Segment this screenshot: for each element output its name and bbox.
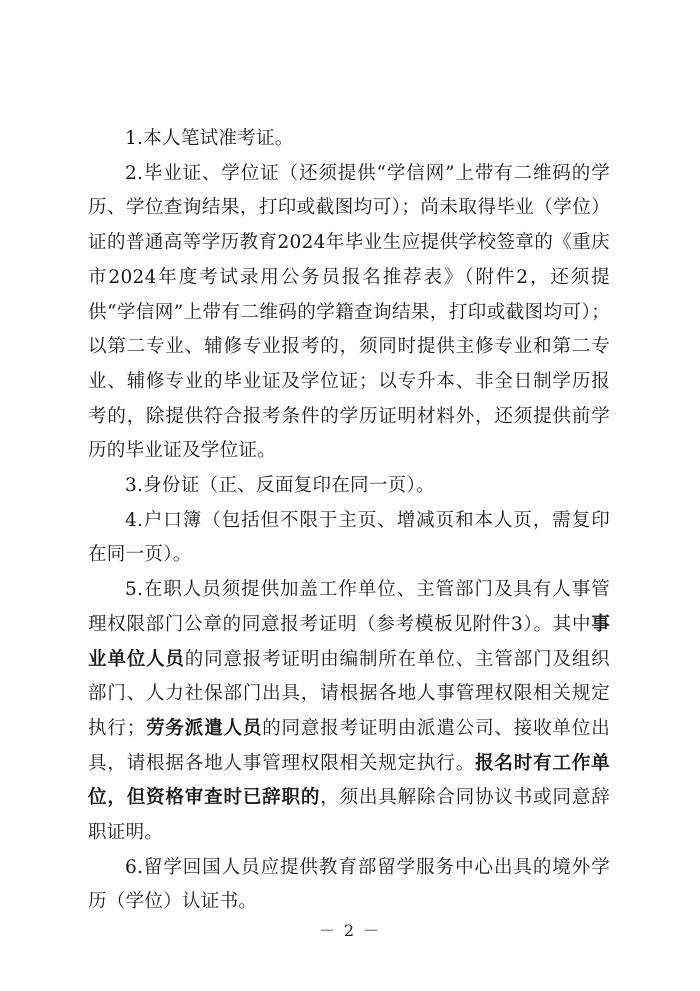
item-6-overseas-returnees: 6.留学回国人员应提供教育部留学服务中心出具的境外学历（学位）认证书。 xyxy=(88,856,610,913)
page-number: － 2 － xyxy=(318,921,382,940)
document-body xyxy=(88,122,610,920)
item-5-text-part-2: 的同意报考证明由编制所在单位、主管部门及组织部门、人力社保部门出具，请根据各地人事管理权限相关规定执行； xyxy=(88,648,610,739)
item-4-household-register: 4.户口簿（包括但不限于主页、增减页和本人页，需复印在同一页）。 xyxy=(88,509,610,566)
item-5-employed-persons xyxy=(88,573,610,851)
item-5-text-part-1: 5.在职人员须提供加盖工作单位、主管部门及具有人事管理权限部门公章的同意报考证明（参考模板见附件3）。其中 xyxy=(88,579,610,635)
item-1-exam-admission-ticket: 1.本人笔试准考证。 xyxy=(125,128,294,149)
item-5-bold-resigned-note: 报名时有工作单位，但资格审查时已辞职的 xyxy=(88,752,610,809)
item-5-text-part-4: ，须出具解除合同协议书或同意辞职证明。 xyxy=(88,787,610,844)
item-5-bold-dispatched-workers: 劳务派遣人员 xyxy=(145,717,263,739)
item-3-id-card: 3.身份证（正、反面复印在同一页）。 xyxy=(125,475,435,497)
item-2-diploma-degree: 2.毕业证、学位证（还须提供“学信网”上带有二维码的学历、学位查询结果，打印或截图均可）；尚未取得毕业（学位）证的普通高等学历教育2024年毕业生应提供学校签章的《重庆市2024年度考试录用公务员报名推荐表》（附件2，还须提供“学信网”上带有二维码的学籍查询结果，打印或截图均可）；以第二专业、辅修专业报考的，须同时提供主修专业和第二专业、辅修专业的毕业证及学位证；以专升本、非全日制学历报考的，除提供符合报考条件的学历证明材料外，还须提供前学历的毕业证及学位证。 xyxy=(88,162,610,462)
item-5-bold-institution-staff: 事业单位人员 xyxy=(88,613,610,670)
item-5-text-part-3: 的同意报考证明由派遣公司、接收单位出具，请根据各地人事管理权限相关规定执行。 xyxy=(88,717,610,774)
